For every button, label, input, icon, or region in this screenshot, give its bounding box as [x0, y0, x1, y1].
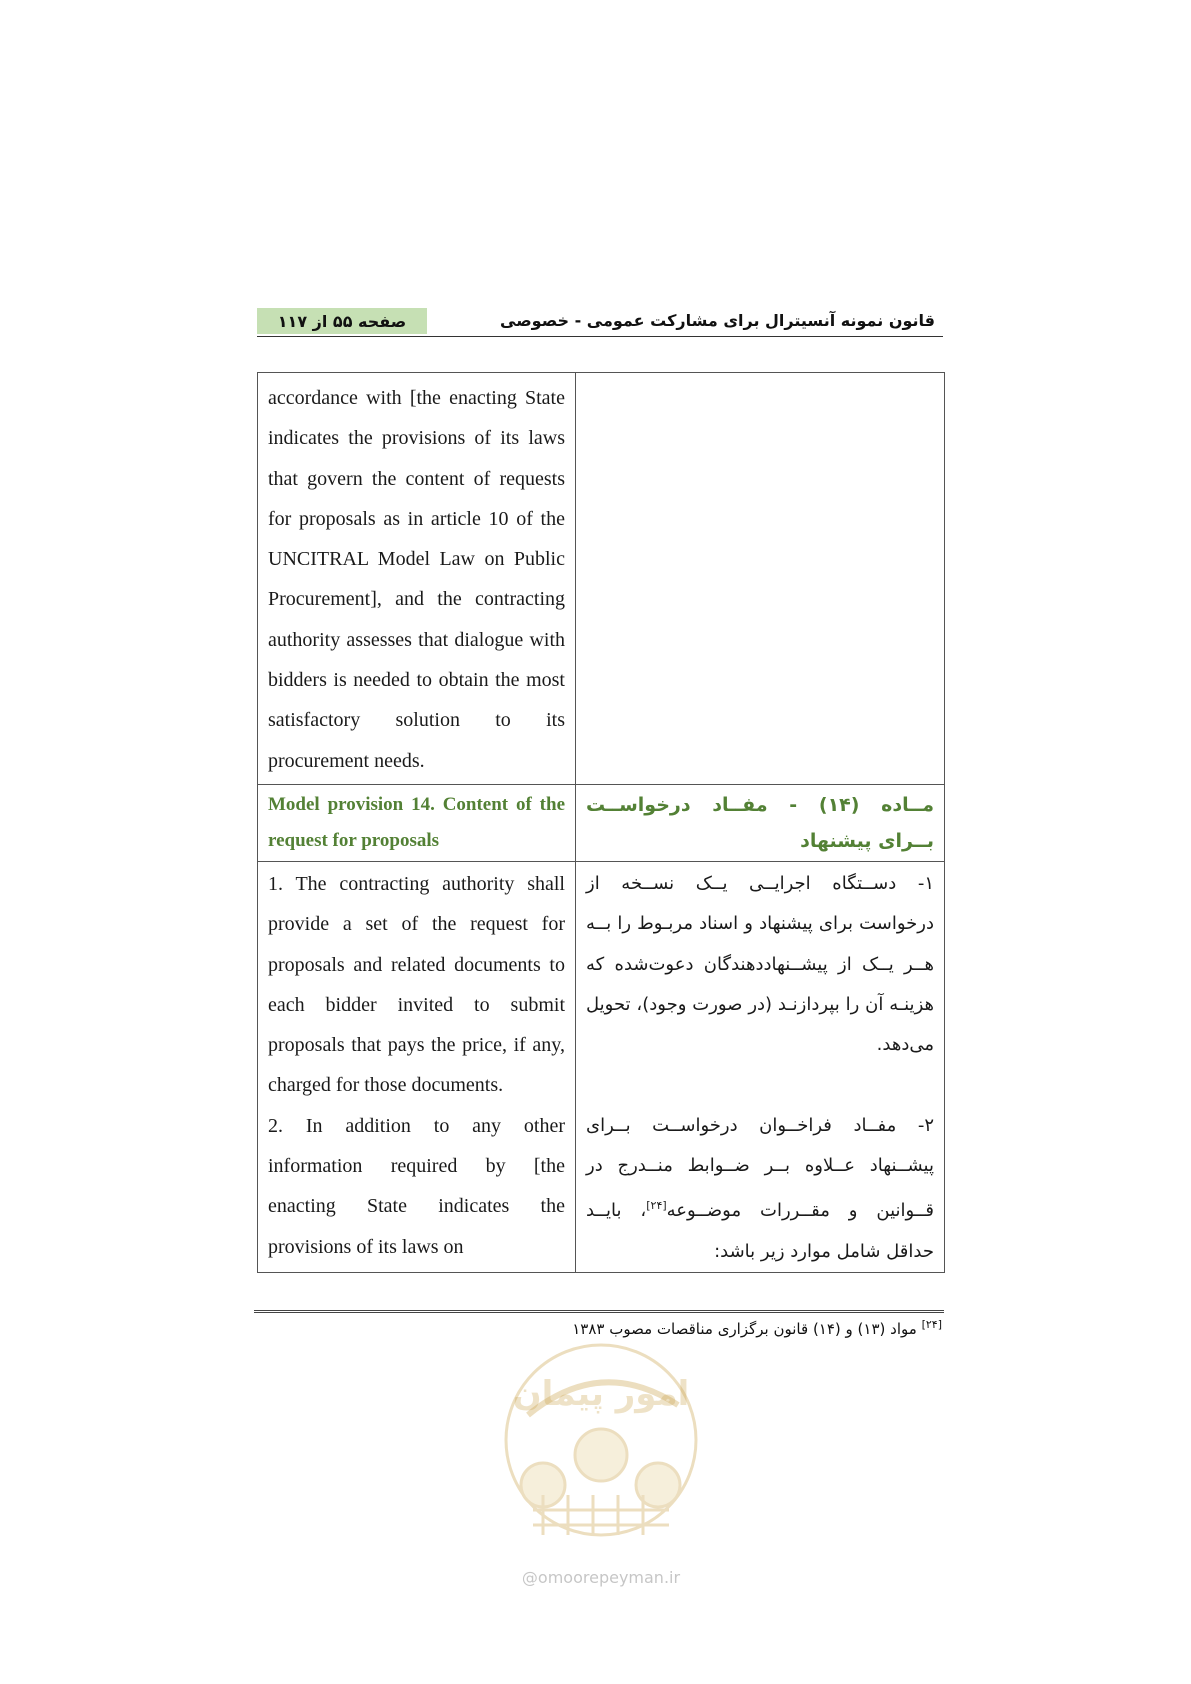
watermark-logo — [488, 1335, 714, 1595]
english-cell — [258, 373, 576, 785]
persian-cell — [576, 373, 945, 785]
watermark-site: @omoorepeyman.ir — [521, 1568, 681, 1587]
english-paragraph: 1. The contracting authority shall provide a set of the request for proposals and related documents to each bidder invited to submit proposals that pays the price, if any, charged for those documents. — [268, 872, 565, 1097]
english-article-heading: Model provision 14. Content of the request for proposals — [268, 793, 565, 851]
page-header — [257, 306, 943, 337]
persian-article-heading: مــاده (۱۴) - مفــاد درخواســت بــرای پیشنهاد — [586, 793, 934, 852]
persian-cell — [576, 861, 945, 1272]
table-row — [258, 784, 945, 861]
footnote-text: مواد (۱۳) و (۱۴) قانون برگزاری مناقصات مصوب ۱۳۸۳ — [572, 1320, 917, 1338]
page-number-badge: صفحه ۵۵ از ۱۱۷ — [257, 308, 427, 334]
bilingual-table — [257, 372, 945, 1273]
footnote-reference[interactable]: [۲۴] — [646, 1199, 667, 1213]
persian-text: ۲- مفــاد فراخــوان درخواســت بــرای پیشــنهاد عــلاوه بــر ضــوابط منــدرج در قــوانین و مقــررات موضــوعه — [586, 1114, 935, 1222]
footnote-separator — [254, 1310, 944, 1313]
english-paragraph: 2. In addition to any other information required by [the enacting State indicates the provisions of its laws on — [268, 1114, 565, 1258]
persian-paragraph — [586, 1106, 934, 1272]
persian-text: ، بایــد حداقل شامل موارد زیر باشد: — [586, 1200, 934, 1262]
english-paragraph: accordance with [the enacting State indicates the provisions of its laws that govern the content of requests for proposals as in article 10 of the UNCITRAL Model Law on Public Procurement], and the contracting authority assesses that dialogue with bidders is needed to obtain the most satisfactory solution to its procurement needs. — [268, 387, 565, 772]
table-row — [258, 373, 945, 785]
english-heading-cell — [258, 784, 576, 861]
table-row — [258, 861, 945, 1272]
footnote-number: [۲۴] — [921, 1318, 942, 1331]
document-title: قانون نمونه آنسیترال برای مشارکت عمومی - خصوصی — [500, 311, 935, 330]
persian-paragraph: ۱- دســتگاه اجرایــی یــک نســخه از درخواست برای پیشنهاد و اسناد مربـوط را بــه هــر یــک از پیشــنهاددهندگان دعوت‌شده که هزینـه آن را بپردازنـد (در صورت وجود)، تحویل می‌دهد. — [586, 872, 934, 1056]
watermark-logo-text: امور پیمان — [512, 1374, 690, 1414]
english-cell — [258, 861, 576, 1272]
persian-heading-cell — [576, 784, 945, 861]
